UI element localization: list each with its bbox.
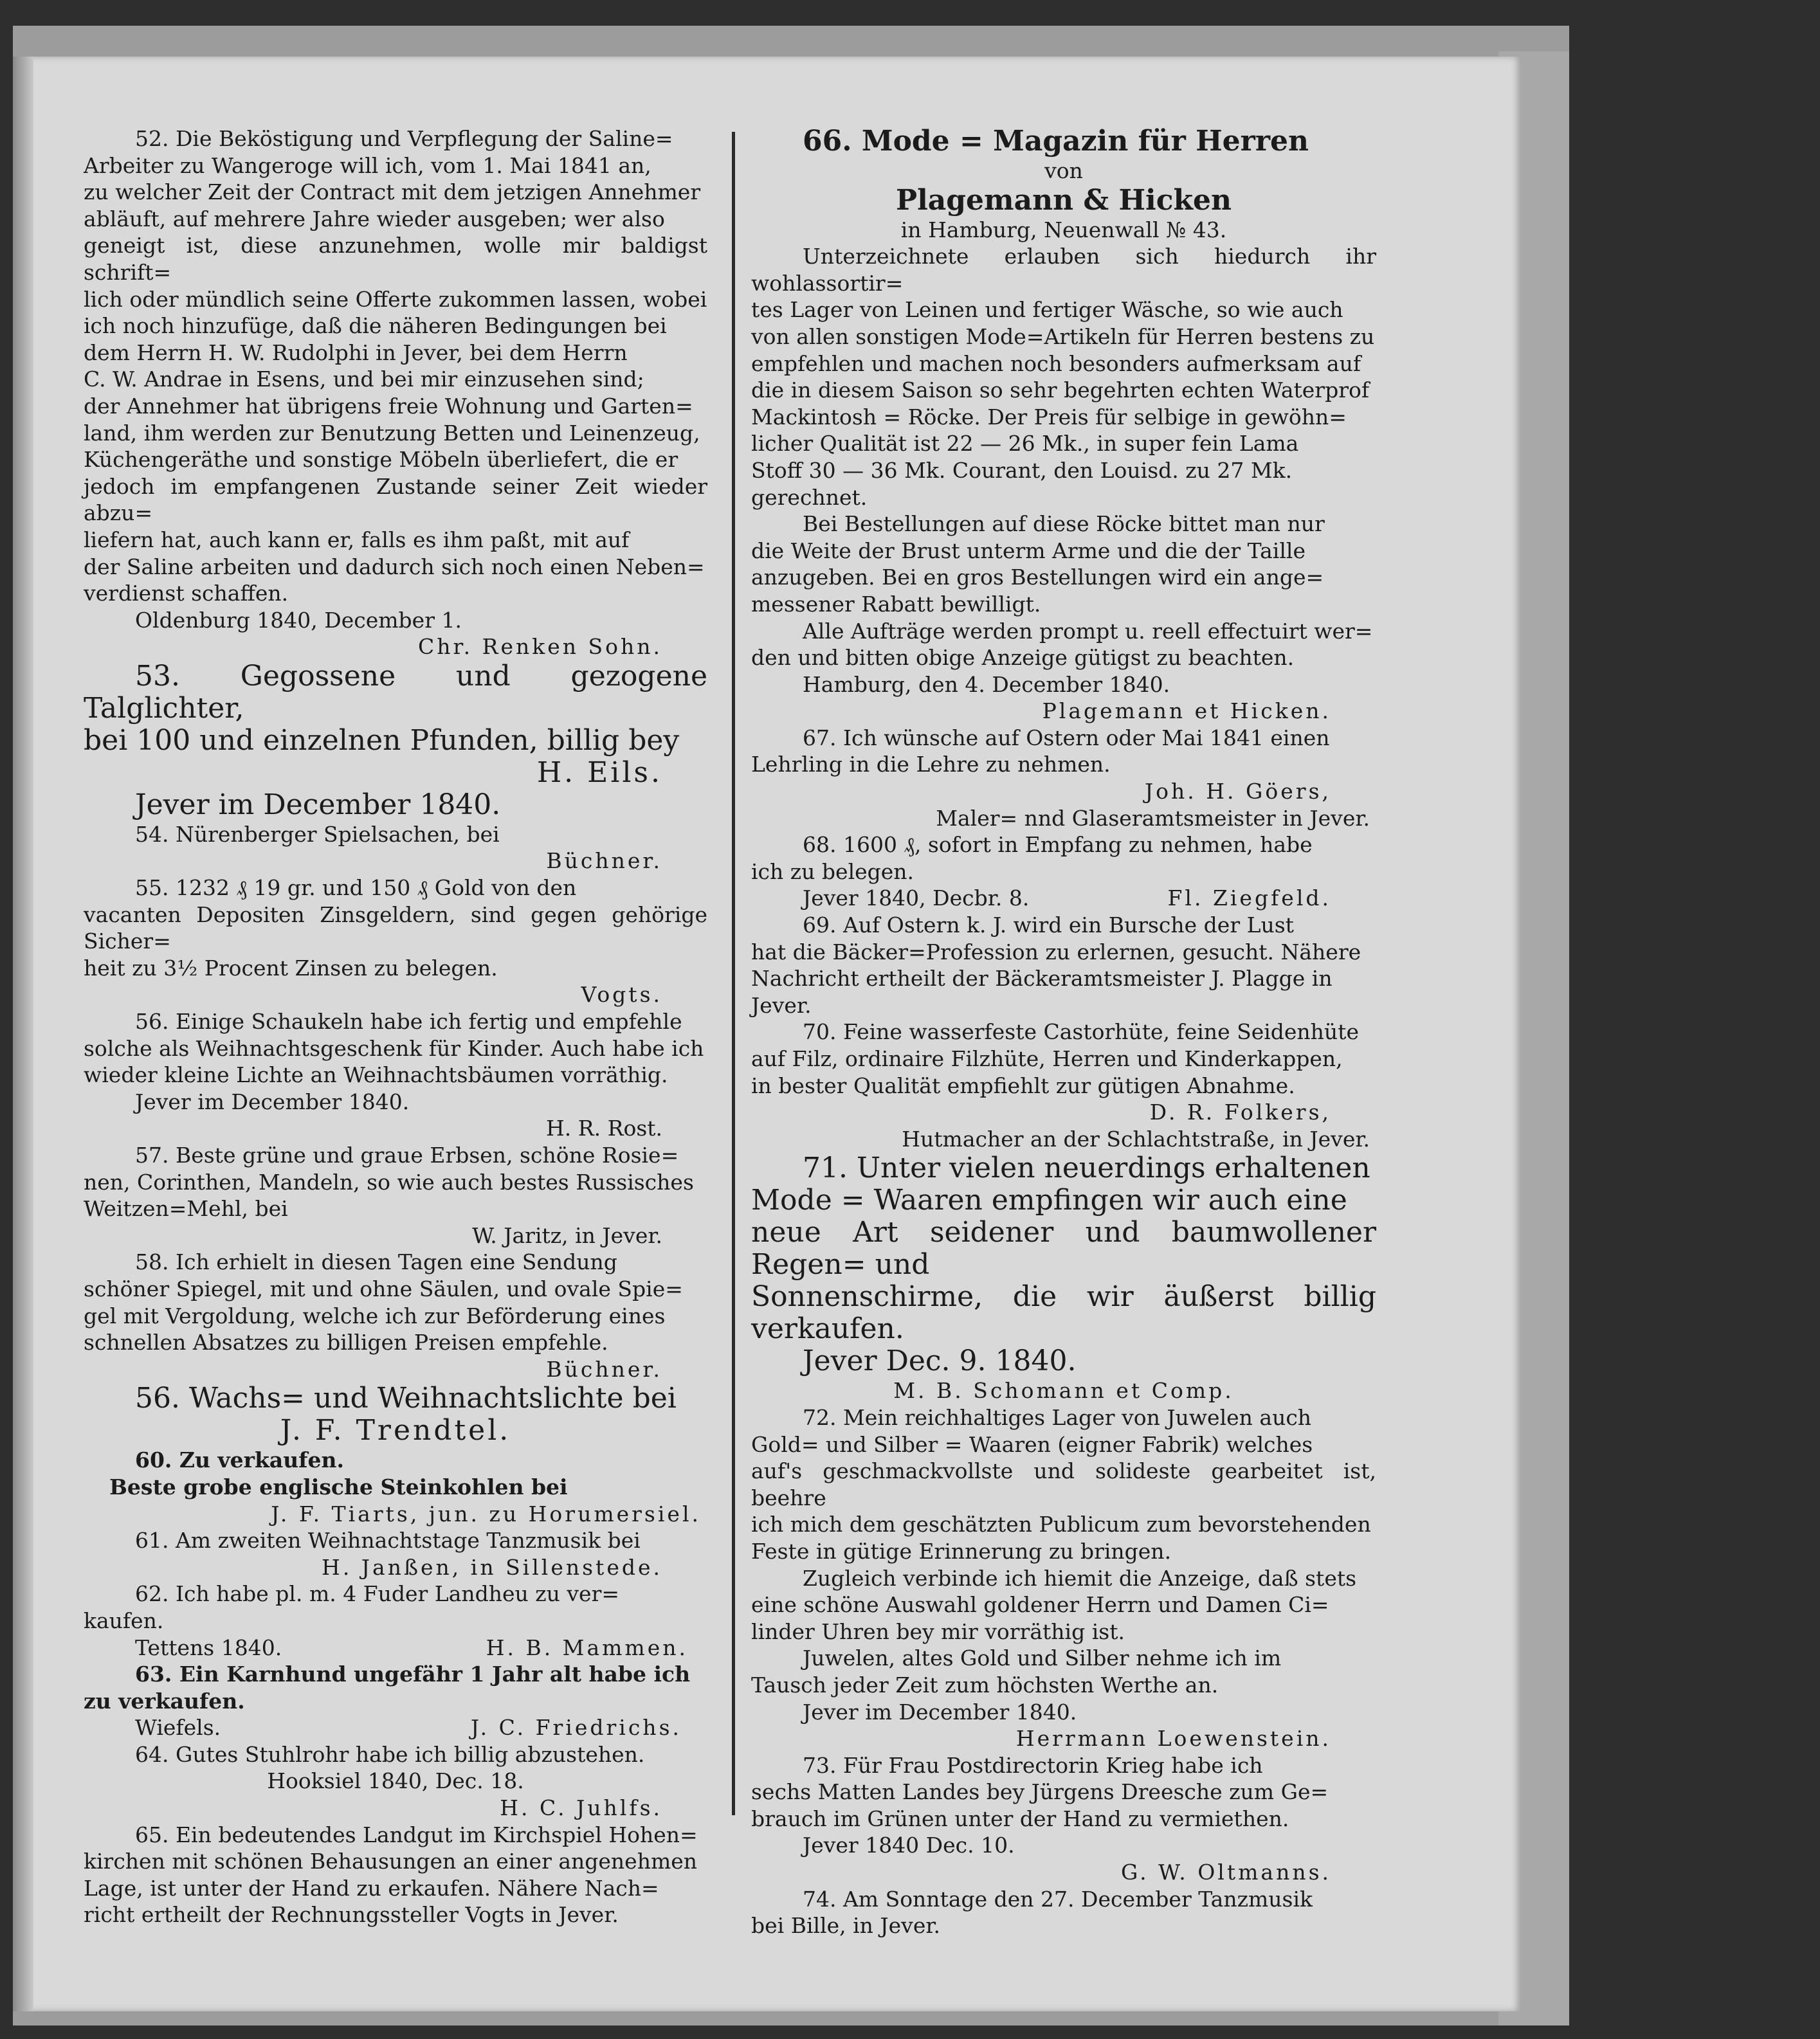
ad-line: vacanten Depositen Zinsgeldern, sind gegen gehörige Sicher= [84,902,707,954]
ad-line: tes Lager von Leinen und fertiger Wäsche, so wie auch [751,297,1343,323]
ad-line: Beste grobe englische Steinkohlen bei [109,1474,568,1500]
ad-firm-name: Plagemann & Hicken [895,183,1232,217]
ad-place-date: Oldenburg 1840, December 1. [135,607,462,633]
ad-signature: H. Janßen, in Sillenstede. [322,1554,662,1580]
ad-signature: Vogts. [581,982,662,1008]
ad-signature: Fl. Ziegfeld. [1167,885,1331,911]
ad-signature: M. B. Schomann et Comp. [893,1378,1234,1404]
ad-line: C. W. Andrae in Esens, und bei mir einzusehen sind; [84,367,644,392]
ad-signature: G. W. Oltmanns. [1120,1860,1331,1885]
ad-line: 52. Die Beköstigung und Verpflegung der Saline= [135,126,673,151]
ad-line: heit zu 3½ Procent Zinsen zu belegen. [84,955,498,981]
ad-signature: W. Jaritz, in Jever. [472,1222,662,1248]
ad-line: die in diesem Saison so sehr begehrten echten Waterprof [751,377,1370,403]
ad-line: Zugleich verbinde ich hiemit die Anzeige, daß stets [803,1565,1357,1591]
ad-footer [84,1714,707,1741]
ad-place-date: Hamburg, den 4. December 1840. [803,671,1170,697]
ad-line: Küchengeräthe und sonstige Möbeln überliefert, die er [84,447,678,473]
ad-line: Weitzen=Mehl, bei [84,1196,288,1222]
ad-line: 54. Nürenberger Spielsachen, bei [135,821,500,847]
ad-line: der Annehmer hat übrigens freie Wohnung und Garten= [84,393,693,419]
ad-line: 70. Feine wasserfeste Castorhüte, feine Seidenhüte [803,1019,1359,1045]
ad-74 [751,1886,1376,1939]
ad-line: Tausch jeder Zeit zum höchsten Werthe an. [751,1672,1219,1698]
ad-signature: J. C. Friedrichs. [470,1715,682,1741]
ad-line: schöner Spiegel, mit und ohne Säulen, und ovale Spie= [84,1276,683,1301]
ad-line: 55. 1232 ₰ 19 gr. und 150 ₰ Gold von den [135,875,577,901]
ad-signature-title: Hutmacher an der Schlachtstraße, in Jever. [902,1126,1370,1152]
column-rule [732,132,735,1815]
ad-line: 58. Ich erhielt in diesen Tagen eine Sendung [135,1249,617,1275]
ad-line: 57. Beste grüne und graue Erbsen, schöne Rosie= [135,1143,679,1168]
ad-signature: Plagemann et Hicken. [1042,698,1331,724]
ad-place-date: Jever im December 1840. [135,788,501,821]
ad-line: auf's geschmackvollste und solideste gearbeitet ist, beehre [751,1458,1376,1510]
ad-line: 69. Auf Ostern k. J. wird ein Bursche der Lust [803,912,1294,938]
ad-71 [751,1152,1376,1404]
ad-line: lich oder mündlich seine Offerte zukommen lassen, wobei [84,286,707,312]
ad-place-date: Hooksiel 1840, Dec. 18. [267,1768,524,1794]
ad-line: gel mit Vergoldung, welche ich zur Beförderung eines [84,1303,666,1328]
ad-signature: H. R. Rost. [546,1116,662,1141]
ad-headline: Sonnenschirme, die wir äußerst billig verkaufen. [751,1280,1376,1346]
ad-54 [84,821,707,875]
ad-line: von [1044,158,1083,183]
ad-line: land, ihm werden zur Benutzung Betten und Leinenzeug, [84,420,700,446]
ad-57 [84,1142,707,1249]
ad-headline: 56. Wachs= und Weihnachtslichte bei [135,1382,677,1415]
ad-line: 72. Mein reichhaltiges Lager von Juwelen auch [803,1404,1312,1430]
ad-68 [751,831,1376,912]
ad-line: nen, Corinthen, Mandeln, so wie auch bestes Russisches [84,1169,694,1195]
ad-line: 63. Ein Karnhund ungefähr 1 Jahr alt habe ich [135,1662,691,1687]
ad-line: licher Qualität ist 22 — 26 Mk., in super fein Lama [751,431,1299,457]
ad-line: Arbeiter zu Wangeroge will ich, vom 1. Mai 1841 an, [84,152,651,178]
ad-line: wieder kleine Lichte an Weihnachtsbäumen vorräthig. [84,1062,668,1088]
ad-line: dem Herrn H. W. Rudolphi in Jever, bei dem Herrn [84,340,628,365]
ad-place-date: Jever 1840, Decbr. 8. [803,885,1030,911]
ad-place-date: Wiefels. [135,1715,221,1741]
ad-signature: Chr. Renken Sohn. [417,634,662,660]
ad-line: Jever. [751,992,812,1018]
ad-heading: 60. Zu verkaufen. [135,1447,344,1473]
left-column [84,125,707,1928]
ad-line: Feste in gütige Erinnerung zu bringen. [751,1538,1172,1564]
ad-line: geneigt ist, diese anzunehmen, wolle mir baldigst schrift= [84,233,707,285]
ad-56b [84,1382,707,1447]
ad-line: 62. Ich habe pl. m. 4 Fuder Landheu zu ver= [135,1581,620,1607]
ad-place-date: Jever im December 1840. [803,1699,1077,1725]
ad-65 [84,1822,707,1928]
ad-line: kaufen. [84,1608,164,1633]
ad-line: liefern hat, auch kann er, falls es ihm paßt, mit auf [84,527,630,552]
ad-52 [84,125,707,660]
ad-line: die Weite der Brust unterm Arme und die der Taille [751,538,1306,563]
ad-line: schnellen Absatzes zu billigen Preisen empfehle. [84,1330,608,1355]
ad-line: ich zu belegen. [751,858,915,884]
ad-place-date: Jever Dec. 9. 1840. [803,1345,1077,1378]
ad-line: abläuft, auf mehrere Jahre wieder ausgeben; wer also [84,206,665,231]
ad-place-date: Tettens 1840. [135,1635,282,1660]
ad-line: Bei Bestellungen auf diese Röcke bittet man nur [803,511,1325,537]
ad-signature: D. R. Folkers, [1149,1100,1331,1125]
ad-63 [84,1661,707,1741]
ad-line: ich noch hinzufüge, daß die näheren Bedingungen bei [84,313,667,339]
ad-66 [751,125,1376,725]
ad-line: Nachricht ertheilt der Bäckeramtsmeister J. Plagge in [751,966,1333,992]
ad-line: 73. Für Frau Postdirectorin Krieg habe ich [803,1752,1263,1778]
page-gutter [13,57,33,2011]
ad-line: hat die Bäcker=Profession zu erlernen, gesucht. Nähere [751,939,1361,965]
ad-line: eine schöne Auswahl goldener Herrn und Damen Ci= [751,1592,1329,1618]
ad-line: ich mich dem geschätzten Publicum zum bevorstehenden [751,1512,1371,1537]
ad-signature: J. F. Tiarts, jun. zu Horumersiel. [271,1501,701,1527]
ad-headline: 71. Unter vielen neuerdings erhaltenen [803,1152,1370,1185]
ad-line: 67. Ich wünsche auf Ostern oder Mai 1841 einen [803,725,1330,750]
ad-line: in bester Qualität empfiehlt zur gütigen Abnahme. [751,1073,1295,1098]
ad-line: solche als Weihnachtsgeschenk für Kinder. Auch habe ich [84,1035,704,1061]
ad-62 [84,1581,707,1661]
right-column [751,125,1376,1939]
ad-signature: H. B. Mammen. [486,1635,688,1660]
ad-55 [84,875,707,1008]
ad-signature-title: Maler= nnd Glaseramtsmeister in Jever. [936,805,1370,831]
ad-place-date: Jever im December 1840. [135,1089,410,1114]
ad-line: sechs Matten Landes bey Jürgens Dreesche zum Ge= [751,1779,1329,1805]
ad-70 [751,1019,1376,1152]
ad-line: messener Rabatt bewilligt. [751,591,1041,617]
ad-signature: J. F. Trendtel. [280,1414,511,1447]
ad-line: 56. Einige Schaukeln habe ich fertig und empfehle [135,1009,682,1035]
ad-53 [84,660,707,821]
ad-line: kirchen mit schönen Behausungen an einer angenehmen [84,1849,698,1874]
ad-line: anzugeben. Bei en gros Bestellungen wird ein ange= [751,565,1324,590]
ad-line: Alle Aufträge werden prompt u. reell effectuirt wer= [803,618,1373,644]
ad-line: Mackintosh = Röcke. Der Preis für selbige in gewöhn= [751,404,1347,430]
ad-headline: 53. Gegossene und gezogene Talglichter, [84,659,707,725]
ad-signature: Büchner. [546,1356,662,1382]
ad-signature: H. Eils. [536,756,662,789]
ad-line: Gold= und Silber = Waaren (eigner Fabrik) welches [751,1431,1313,1457]
ad-line: der Saline arbeiten und dadurch sich noch einen Neben= [84,554,705,579]
ad-line: den und bitten obige Anzeige gütigst zu beachten. [751,645,1295,671]
ad-line: 61. Am zweiten Weihnachtstage Tanzmusik bei [135,1528,641,1554]
ad-64 [84,1741,707,1822]
ad-line: verdienst schaffen. [84,581,289,606]
ad-60 [84,1447,707,1527]
ad-58 [84,1249,707,1382]
ad-line: 64. Gutes Stuhlrohr habe ich billig abzustehen. [135,1741,645,1767]
ad-line: zu welcher Zeit der Contract mit dem jetzigen Annehmer [84,179,701,205]
ad-line: Lehrling in die Lehre zu nehmen. [751,752,1111,777]
ad-signature: Herrmann Loewenstein. [1015,1726,1331,1752]
ad-footer [751,885,1376,912]
ad-headline: 66. Mode = Magazin für Herren [803,125,1309,158]
ad-headline: Mode = Waaren empfingen wir auch eine [751,1184,1347,1217]
ad-address: in Hamburg, Neuenwall № 43. [900,217,1227,242]
ad-72 [751,1404,1376,1752]
ad-line: jedoch im empfangenen Zustande seiner Zeit wieder abzu= [84,473,707,526]
ad-line: von allen sonstigen Mode=Artikeln für Herren bestens zu [751,323,1375,349]
ad-line: bei Bille, in Jever. [751,1913,940,1939]
ad-line: 68. 1600 ₰, sofort in Empfang zu nehmen, habe [803,832,1313,858]
ad-line: 65. Ein bedeutendes Landgut im Kirchspiel Hohen= [135,1822,698,1847]
ad-56 [84,1008,707,1142]
ad-line: Stoff 30 — 36 Mk. Courant, den Louisd. zu 27 Mk. [751,457,1293,483]
ad-signature: Büchner. [546,848,662,874]
ad-line: linder Uhren bey mir vorräthig ist. [751,1618,1125,1644]
ad-place-date: Jever 1840 Dec. 10. [803,1833,1015,1858]
ad-73 [751,1752,1376,1886]
ad-line: zu verkaufen. [84,1688,245,1714]
ad-line: brauch im Grünen unter der Hand zu vermiethen. [751,1806,1289,1831]
ad-line: Unterzeichnete erlauben sich hiedurch ihr wohlassortir= [751,244,1376,296]
ad-67 [751,725,1376,831]
ad-signature: Joh. H. Göers, [1144,779,1331,804]
ad-line: Lage, ist unter der Hand zu erkaufen. Nähere Nach= [84,1875,659,1901]
ad-line: Juwelen, altes Gold und Silber nehme ich im [803,1645,1282,1671]
ad-line: richt ertheilt der Rechnungssteller Vogts in Jever. [84,1902,619,1928]
ad-signature: H. C. Juhlfs. [500,1795,662,1821]
ad-61 [84,1527,707,1581]
ad-line: 74. Am Sonntage den 27. December Tanzmusik [803,1886,1313,1912]
ad-line: gerechnet. [751,484,868,510]
ad-headline: neue Art seidener und baumwollener Regen= und [751,1216,1376,1282]
ad-line: auf Filz, ordinaire Filzhüte, Herren und Kinderkappen, [751,1046,1343,1071]
ad-line: empfehlen und machen noch besonders aufmerksam auf [751,350,1361,376]
ad-headline: bei 100 und einzelnen Pfunden, billig bey [84,723,680,757]
ad-69 [751,912,1376,1019]
ad-footer [84,1635,707,1662]
